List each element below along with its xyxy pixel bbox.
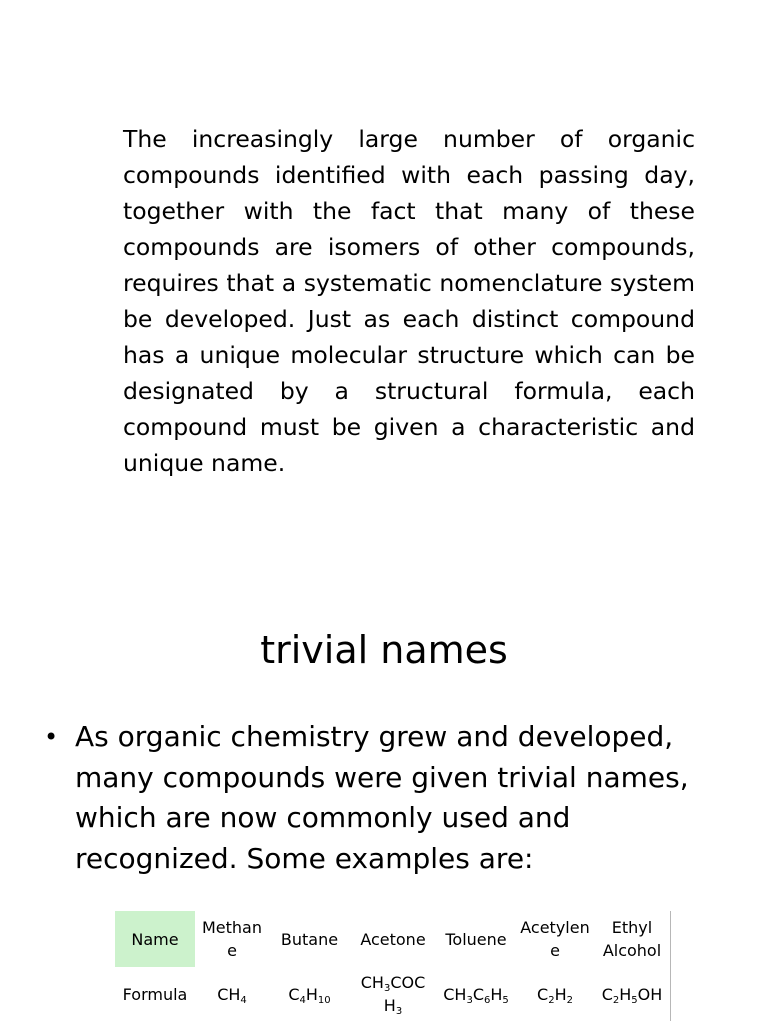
formula-cell: $C_4H_{10}$ — [288, 984, 331, 1006]
bullet-icon: • — [44, 723, 59, 751]
formula-cell: $CH_4$ — [217, 984, 247, 1006]
intro-paragraph: The increasingly large number of organic compounds identified with each passing day, together with the fact that many of these compounds are isomers of other compounds, requires that a systematic nomenclature system be developed. Just as each distinct compound has a unique molecular structure which can be designated by a structural formula, each compound must be given a characteristic and unique name. — [123, 125, 695, 477]
formula-cell: $CH_3C_6H_5$ — [443, 984, 509, 1006]
formula-header-cell: Formula — [122, 984, 188, 1004]
section-heading: trivial names — [260, 628, 508, 672]
compound-name-cell: Butane — [280, 929, 339, 949]
formula-cell: $C_2H_2$ — [537, 984, 573, 1006]
bullet-text: As organic chemistry grew and developed, many compounds were given trivial names, which are now commonly used and recognized. Some examples are: — [75, 720, 689, 875]
table-row — [115, 911, 671, 967]
formula-cell: $C_2H_5OH$ — [594, 967, 671, 1021]
formula-cell: $CH_3COC$ $H_3$ — [360, 973, 426, 1017]
compound-name-cell: Acetone — [360, 929, 426, 949]
trivial-names-table — [115, 911, 671, 1021]
compound-name-cell: Methan e — [201, 918, 262, 960]
table-row — [115, 967, 671, 1021]
name-header-cell: Name — [115, 911, 195, 967]
compound-name-cell: Ethyl Alcohol — [594, 911, 671, 967]
compound-name-cell: Toluene — [445, 929, 507, 949]
bullet-list — [44, 717, 734, 879]
bullet-item — [44, 717, 734, 879]
compound-name-cell: Acetylen e — [520, 918, 590, 960]
